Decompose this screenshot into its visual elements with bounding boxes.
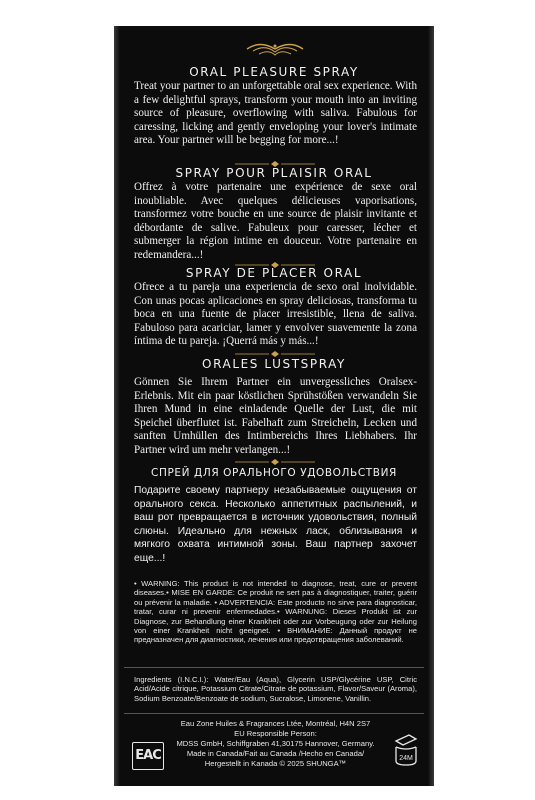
section-text-french: Offrez à votre partenaire une expérience de sexe oral inoubliable. Avec quelques délicieuses vaporisations, transformez votre bouche en une source de plaisir invitante et débordante de salive. Fabuleux pour caresser, lécher et submerger la région intime en douceur. Votre partenaire en redemandera...! xyxy=(134,181,417,261)
section-text-english: Treat your partner to an unforgettable oral sex experience. With a few delightful sprays, transform your mouth into an inviting source of pleasure, overflowing with saliva. Fabulous for caressing, licking and gently enveloping your lover's intimate area. Your partner will be begging for more...! xyxy=(134,80,417,146)
company-line-4: Made in Canada/Fait au Canada /Hecho en Canada/ xyxy=(186,749,365,758)
box-edge-right xyxy=(428,26,434,786)
separator-line xyxy=(124,667,424,668)
company-line-5: Hergestellt in Kanada © 2025 SHUNGA™ xyxy=(204,759,347,768)
separator-line xyxy=(124,713,424,714)
divider-ornament-icon xyxy=(235,458,315,466)
box-edge-left xyxy=(114,26,120,786)
section-title-french: SPRAY POUR PLAISIR ORAL xyxy=(175,166,373,180)
pao-jar-icon xyxy=(393,731,419,773)
company-line-2: EU Responsible Person: xyxy=(234,729,317,738)
section-title-english: ORAL PLEASURE SPRAY xyxy=(189,65,359,79)
section-title-german: ORALES LUSTSPRAY xyxy=(202,357,346,371)
section-text-german: Gönnen Sie Ihrem Partner ein unvergessliches Oralsex-Erlebnis. Mit ein paar köstlichen Sprühstößen verwandeln Sie Ihren Mund in eine einladende Quelle der Lust, die mit Speichel überflutet ist. Fabelhaft zum Streicheln, Lecken und sanften Umhüllen des Intimbereichs Ihres Liebhabers. Ihr Partner wird um mehr verlangen...! xyxy=(134,376,417,456)
warning-text: • WARNING: This product is not intended to diagnose, treat, cure or prevent diseases.• MISE EN GARDE: Ce produit ne sert pas à diagnostiquer, traiter, guérir ou prévenir la maladie. • ADVERTENCIA: Este producto no sirve para diagnosticar, tratar, curar ni prevenir enfermedades.• WARNUNG: Dieses Produkt ist zur Diagnose, zur Behandlung einer Krankheit oder zur Vorbeugung oder zur Heilung von einer Krankheit nicht geeignet. • ВНИМАНИЕ: Данный продукт не предназначен для диагностики, лечения или предотвращения заболеваний. xyxy=(134,579,417,645)
section-text-spanish: Ofrece a tu pareja una experiencia de sexo oral inolvidable. Con unas pocas aplicaciones en spray deliciosas, transforma tu boca en una fuente de placer irresistible, llena de saliva. Fabuloso para acariciar, lamer y envolver suavemente la zona íntima de tu pareja. ¡Querrá más y más...! xyxy=(134,281,417,347)
ingredients-text: Ingredients (I.N.C.I.): Water/Eau (Aqua), Glycerin USP/Glycérine USP, Citric Acid/Acide citrique, Potassium Citrate/Citrate de potassium, Flavor/Saveur (Aroma), Sodium Benzoate/Benzoate de sodium, Sucralose, Limonene, Vanillin. xyxy=(134,675,417,703)
pao-label: 24M xyxy=(399,755,413,762)
section-title-russian: СПРЕЙ ДЛЯ ОРАЛЬНОГО УДОВОЛЬСТВИЯ xyxy=(151,467,397,479)
gold-ornament-icon xyxy=(245,38,305,60)
section-title-spanish: SPRAY DE PLACER ORAL xyxy=(185,266,363,280)
section-text-russian: Подарите своему партнеру незабываемые ощущения от орального секса. Несколько аппетитных распылений, и ваш рот превращается в источник удовольствия, полный слюны. Идеально для нежных ласк, облизывания и мягкого охвата интимной зоны. Ваш партнер захочет еще...! xyxy=(134,485,417,564)
company-line-1: Eau Zone Huiles & Fragrances Ltée, Montréal, H4N 2S7 xyxy=(180,719,371,728)
eac-mark-icon: EAC xyxy=(132,742,164,770)
company-line-3: MDSS GmbH, Schiffgraben 41,30175 Hannover, Germany. xyxy=(176,739,375,748)
